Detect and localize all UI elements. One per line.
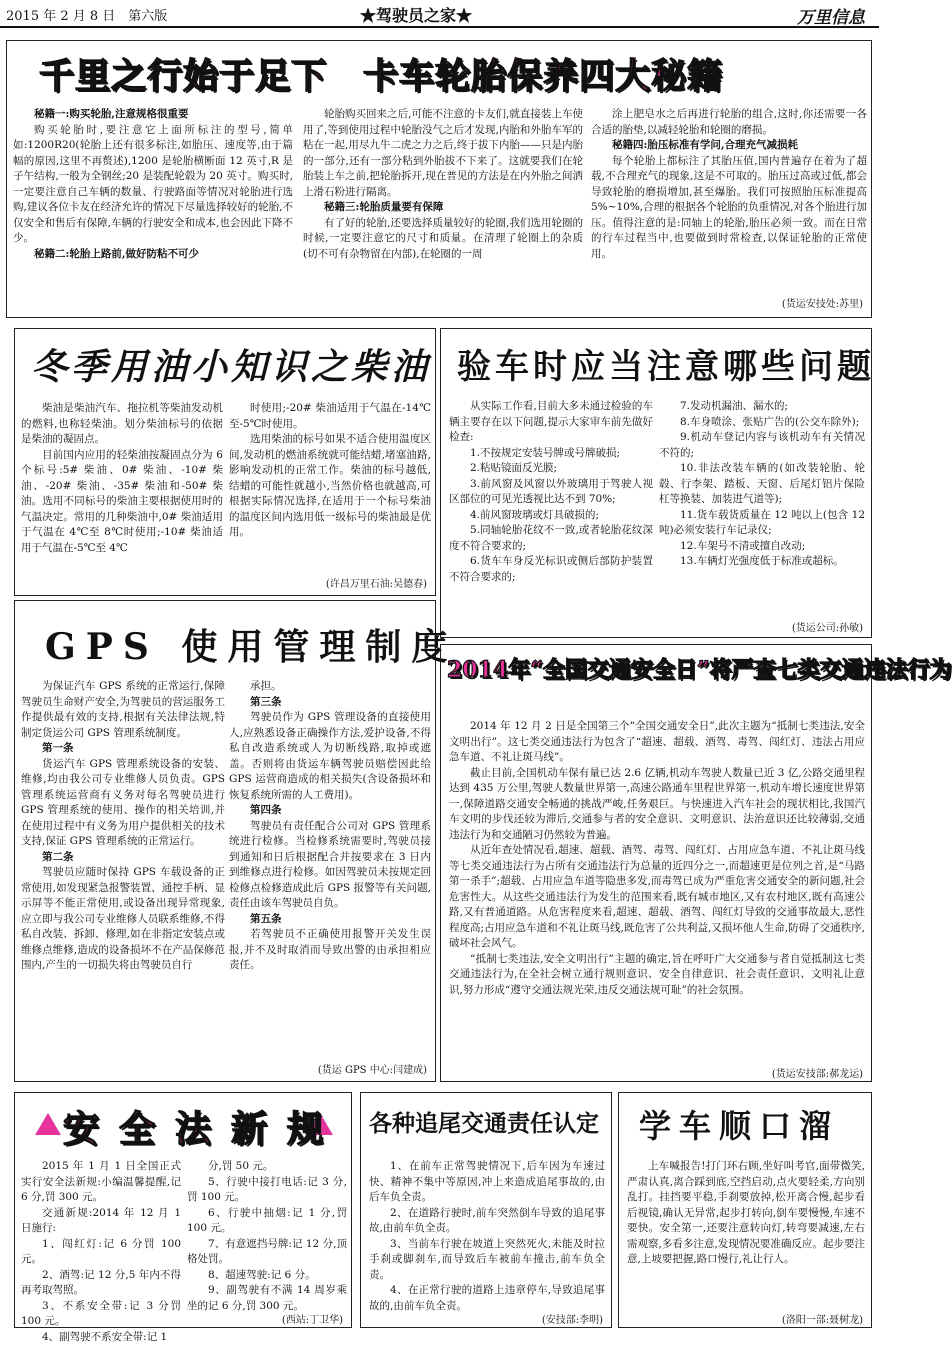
inspection-col-2 bbox=[659, 399, 865, 617]
article-diesel bbox=[14, 328, 436, 596]
gps-credit: (货运 GPS 中心:闫建成) bbox=[318, 1061, 427, 1076]
paragraph: 1、闯红灯:记 6 分罚 100 元。 bbox=[21, 1237, 181, 1268]
triangle-decor-icon bbox=[35, 1113, 61, 1135]
paragraph: 目前国内应用的轻柴油按凝固点分为 6 个标号:5# 柴油、0# 柴油、-10# 柴油、-20# 柴油、-35# 柴油和-50# 柴油。选用不同标号的柴油主要根据使用时的气温决定。常用的几种柴油中,0# 柴油适用于气温在 4℃至 8℃时使用;-10# 柴油适用于气温在-5℃至 4℃ bbox=[21, 448, 223, 557]
paragraph: 分,罚 50 元。 bbox=[187, 1159, 347, 1175]
paragraph: 11.货车载货质量在 12 吨以上(包含 12 吨)必须安装行车记录仪; bbox=[659, 508, 865, 539]
paragraph: 每个轮胎上都标注了其胎压值,国内普遍存在着为了超载,不合理充气的现象,这是不可取的。胎压过高或过低,都会导致轮胎的磨损增加,甚至爆胎。我们可按照胎压标准提高 5%~10%,合理的根据各个轮胎的负重情况,对各个胎进行加压。值得注意的是:同轴上的轮胎,胎压必须一致。而在日常的行车过程当中,也要做到时常检查,以保证轮胎的正常使用。 bbox=[591, 154, 867, 263]
paragraph: 9.机动车登记内容与该机动车有关情况不符的; bbox=[659, 430, 865, 461]
paragraph: 8、超速驾驶:记 6 分。 bbox=[187, 1268, 347, 1284]
rear-end-credit: (安技部:李明) bbox=[542, 1311, 603, 1326]
paragraph: 交通新规:2014 年 12 月 1 日施行: bbox=[21, 1206, 181, 1237]
paragraph: 货运汽车 GPS 管理系统设备的安装、维修,均由我公司专业维修人员负责。GPS 管理系统运营商有义务对每名驾驶员进行 GPS 管理系统的使用、操作的相关培训,并在使用过程中有义务为用户提供相关的技术支持,保证 GPS 管理系统的正常运行。 bbox=[21, 757, 225, 850]
traffic-day-credit: (货运安技部:郝龙运) bbox=[772, 1065, 863, 1080]
paragraph: 8.车身喷涂、张贴广告的(公交车除外); bbox=[659, 415, 865, 431]
diesel-col-2 bbox=[229, 401, 431, 569]
brand-logo: 万里信息 bbox=[797, 3, 865, 28]
tire-care-title: 千里之行始于足下 卡车轮胎保养四大秘籍 bbox=[39, 49, 723, 99]
paragraph: 从近年查处情况看,超速、超载、酒驾、毒驾、闯红灯、占用应急车道、不礼让斑马线等七类交通违法行为占所有交通违法行为总量的近四分之一,而超速更是位列之首,是“马路第一杀手”;超载、占用应急车道等隐患多发,而毒驾已成为严重危害交通安全的新问题,社会危害性大。从这些交通违法行为发生的范围来看,既有城市地区,又有农村地区,既有高速公路,又有普通道路。从危害程度来看,超速、超载、酒驾、闯红灯导致的交通事故最大,恶性程度高;占用应急车道和不礼让斑马线,既危害了公共利益,又损坏他人生命,防碍了交通秩序,破坏社会风气。 bbox=[449, 843, 865, 952]
paragraph: 为保证汽车 GPS 系统的正常运行,保障驾驶员生命财产安全,为驾驶员的营运服务工作提供最有效的支持,根据有关法律法规,特制定货运公司 GPS 管理系统制度。 bbox=[21, 679, 225, 741]
paragraph: 3.前风窗及风窗以外玻璃用于驾驶人视区部位的可见光透视比达不到 70%; bbox=[449, 477, 653, 508]
paragraph: 柴油是柴油汽车、拖拉机等柴油发动机的燃料,也称轻柴油。划分柴油标号的依据是柴油的凝固点。 bbox=[21, 401, 223, 448]
paragraph: 涂上肥皂水之后再进行轮胎的组合,这时,你还需要一各合适的胎垫,以减轻轮胎和轮圈的磨损。 bbox=[591, 107, 867, 138]
paragraph: 购买轮胎时,要注意它上面所标注的型号,简单如:1200R20(轮胎上还有很多标注,如胎压、速度等,由于篇幅的原因,这里不再赘述),1200 是轮胎横断面 12 英寸,R 是子午结构,一般为全钢丝;20 是装配轮毂为 20 英寸。购买时,一定要注意自己车辆的数量、行驶路面等情况对轮胎进行选购,建议各位卡友在经济允许的情况下尽量选择较好的轮胎,不仅安全和售后有保障,车辆的行驶安全和成本,也会因此下降不少。 bbox=[13, 123, 293, 247]
paragraph: 5、行驶中接打电话:记 3 分,罚 100 元。 bbox=[187, 1175, 347, 1206]
paragraph: 1.不按规定安装号牌或号牌破损; bbox=[449, 446, 653, 462]
article-gps bbox=[14, 600, 436, 1082]
paragraph: 驾驶员应随时保持 GPS 车载设备的正常使用,如发现紧急报警装置、通控手柄、显示屏等不能正常使用,或设备出现异常现象,应立即与我公司专业维修人员联系维修,不得私自改装、拆卸、修理,如在非指定安装点或维修点维修,造成的设备损坏不在产品保修范围内,产生的一切损失将由驾驶员自行 bbox=[21, 865, 225, 974]
paragraph: 2014 年 12 月 2 日是全国第三个“全国交通安全日”,此次主题为“抵制七类违法,安全文明出行”。这七类交通违法行为包含了“超速、超载、酒驾、毒驾、闯红灯、违法占用应急车道、不礼让斑马线”。 bbox=[449, 719, 865, 766]
diesel-title: 冬季用油小知识之柴油 bbox=[31, 339, 431, 390]
paragraph: 4、在正常行驶的道路上违章停车,导致追尾事故的,由前车负全责。 bbox=[369, 1283, 605, 1314]
gps-col-2 bbox=[229, 679, 431, 1039]
driving-rhyme-credit: (洛阳一部:聂树龙) bbox=[782, 1311, 863, 1326]
article-new-rules bbox=[14, 1092, 352, 1328]
new-rules-credit: (西站:丁卫华) bbox=[282, 1311, 343, 1326]
inspection-title: 验车时应当注意哪些问题 bbox=[457, 339, 875, 388]
gps-title: GPS 使用管理制度 bbox=[45, 619, 457, 670]
page-header bbox=[0, 0, 879, 28]
paragraph: 秘籍二:轮胎上路前,做好防粘不可少 bbox=[13, 247, 293, 263]
paragraph: 驾驶员有责任配合公司对 GPS 管理系统进行检修。当检修系统需要时,驾驶员接到通知和日后根据配合并按要求在 3 日内到维修点进行检修。如因驾驶员未按规定回检修点检修造成此后 GPS 报警等有关问题,责任由该车驾驶员自负。 bbox=[229, 819, 431, 912]
article-rear-end bbox=[360, 1092, 612, 1328]
paragraph: 秘籍三:轮胎质量要有保障 bbox=[303, 200, 583, 216]
paragraph: 上车喊报告!打门环右顾,坐好叫考官,面带微笑,严肃认真,离合踩到底,空挡启动,点火要轻柔,方向别乱打。挂挡要平稳,手刹要放掉,松开离合慢,起步看后视镜,确认无异常,起步打转向,倒车要慢慢,车速不要快。安全第一,还要注意转向灯,转弯要减速,左右需观察,多看多注意,发现情况要准确反应。起步要注意,上坡要把握,路口慢行,礼让行人。 bbox=[627, 1159, 865, 1268]
paragraph: 第二条 bbox=[21, 850, 225, 866]
masthead: ★驾驶员之家★ bbox=[360, 3, 472, 26]
paragraph: 时使用;-20# 柴油适用于气温在-14℃至-5℃时使用。 bbox=[229, 401, 431, 432]
paragraph: 驾驶员作为 GPS 管理设备的直接使用人,应熟悉设备正确操作方法,爱护设备,不得私自改造系统或人为切断线路,取掉或遮盖。否则将由货运车辆驾驶员赔偿因此给 GPS 运营商造成的相关损失(含设备损坏和恢复系统所需的人工费用)。 bbox=[229, 710, 431, 803]
paragraph: 2015 年 1 月 1 日全国正式实行安全法新规:小编温馨提醒,记 6 分,罚 300 元。 bbox=[21, 1159, 181, 1206]
paragraph: 7.发动机漏油、漏水的; bbox=[659, 399, 865, 415]
paragraph: 4.前风窗玻璃或灯具破损的; bbox=[449, 508, 653, 524]
paragraph: 2、酒驾:记 12 分,5 年内不得再考取驾照。 bbox=[21, 1268, 181, 1299]
paragraph: 6、行驶中抽烟:记 1 分,罚 100 元。 bbox=[187, 1206, 347, 1237]
rear-end-body bbox=[369, 1159, 605, 1309]
new-rules-col-1 bbox=[21, 1159, 181, 1325]
paragraph: 承担。 bbox=[229, 679, 431, 695]
article-inspection bbox=[440, 328, 872, 638]
paragraph: 3、不系安全带:记 3 分罚 100 元。 bbox=[21, 1299, 181, 1330]
paragraph: 第四条 bbox=[229, 803, 431, 819]
tire-care-col-3 bbox=[591, 107, 867, 297]
tire-care-credit: (货运安技处:苏里) bbox=[782, 295, 863, 310]
paragraph: 3、当前车行驶在坡道上突然死火,未能及时拉手刹或脚刹车,而导致后车被前车撞击,前车负全责。 bbox=[369, 1237, 605, 1284]
new-rules-title: 安全法新规 bbox=[63, 1101, 343, 1152]
paragraph: 12.车架号不清或擅自改动; bbox=[659, 539, 865, 555]
paragraph: 13.车辆灯光强度低于标准或超标。 bbox=[659, 554, 865, 570]
paragraph: 选用柴油的标号如果不适合使用温度区间,发动机的燃油系统就可能结蜡,堵塞油路,影响发动机的正常工作。柴油的标号越低,结蜡的可能性就越小,当然价格也就越高,可根据实际情况选择,在适用于一个标号柴油的温度区间内选用低一级标号的柴油最是优用。 bbox=[229, 432, 431, 541]
tire-care-col-1 bbox=[13, 107, 293, 311]
inspection-credit: (货运公司:孙敏) bbox=[792, 619, 863, 634]
paragraph: 从实际工作看,目前大多未通过检验的车辆主要存在以下问题,提示大家审车前先做好检查: bbox=[449, 399, 653, 446]
new-rules-col-2 bbox=[187, 1159, 347, 1309]
paragraph: 4、副驾驶不系安全带:记 1 bbox=[21, 1330, 181, 1345]
rear-end-title: 各种追尾交通责任认定 bbox=[369, 1105, 599, 1138]
driving-rhyme-body bbox=[627, 1159, 865, 1309]
paragraph: 截止目前,全国机动车保有量已达 2.6 亿辆,机动车驾驶人数量已近 3 亿,公路交通里程达到 435 万公里,驾驶人数量世界第一,高速公路通车里程世界第一,机动车增长速度世界第一,保障道路交通安全畅通的挑战严峻,任务艰巨。与快速进入汽车社会的现状相比,我国汽车文明的步伐还较为滞后,交通参与者的安全意识、文明意识、法治意识还比较薄弱,交通违法行为和交通陋习仍然较为普遍。 bbox=[449, 766, 865, 844]
paragraph: 秘籍一:购买轮胎,注意规格很重要 bbox=[13, 107, 293, 123]
paragraph: 有了好的轮胎,还要选择质量较好的轮圈,我们选用轮圈的时候,一定要注意它的尺寸和质量。在清理了轮圈上的杂质(切不可有杂物留在内部),在轮圈的一周 bbox=[303, 216, 583, 263]
paragraph: 若驾驶员不正确使用报警开关发生误报,并不及时取消而导致出警的由承担相应责任。 bbox=[229, 927, 431, 974]
traffic-day-body bbox=[449, 719, 865, 1063]
paragraph: 9、副驾驶有不满 14 周岁乘坐的记 6 分,罚 300 元。 bbox=[187, 1283, 347, 1314]
paragraph: 2.粘贴镜面反光膜; bbox=[449, 461, 653, 477]
driving-rhyme-title: 学车顺口溜 bbox=[639, 1101, 839, 1147]
paragraph: 7、有意遮挡号牌:记 12 分,顶格处罚。 bbox=[187, 1237, 347, 1268]
traffic-day-title: 2014年“全国交通安全日”将严查七类交通违法行为 bbox=[447, 653, 952, 684]
inspection-col-1 bbox=[449, 399, 653, 635]
issue-date: 2015 年 2 月 8 日 第六版 bbox=[6, 5, 167, 24]
paragraph: 10.非法改装车辆的(如改装轮胎、轮毂、行李架、踏板、天窗、后尾灯铝片保险杠等换装、加装进气道等); bbox=[659, 461, 865, 508]
article-traffic-day bbox=[440, 644, 872, 1082]
article-tire-care bbox=[6, 40, 872, 318]
paragraph: 第三条 bbox=[229, 695, 431, 711]
diesel-credit: (许昌万里石油:吴德春) bbox=[326, 575, 427, 590]
diesel-col-1 bbox=[21, 401, 223, 591]
paragraph: 5.同轴轮胎花纹不一致,或者轮胎花纹深度不符合要求的; bbox=[449, 523, 653, 554]
gps-col-1 bbox=[21, 679, 225, 1079]
paragraph: “抵制七类违法,安全文明出行”主题的确定,旨在呼吁广大交通参与者自觉抵制这七类交通违法行为,在全社会树立通行规则意识、安全自律意识、社会责任意识、文明礼让意识,努力形成“遵守交通法规光荣,违反交通法规可耻”的社会氛围。 bbox=[449, 952, 865, 999]
article-driving-rhyme bbox=[618, 1092, 872, 1328]
paragraph: 1、在前车正常驾驶情况下,后车因为车速过快、精神不集中等原因,冲上来造成追尾事故的,由后车负全责。 bbox=[369, 1159, 605, 1206]
paragraph: 6.货车车身反光标识或侧后部防护装置不符合要求的; bbox=[449, 554, 653, 585]
paragraph: 第五条 bbox=[229, 912, 431, 928]
paragraph: 2、在道路行驶时,前车突然倒车导致的追尾事故,由前车负全责。 bbox=[369, 1206, 605, 1237]
tire-care-col-2 bbox=[303, 107, 583, 311]
paragraph: 秘籍四:胎压标准有学问,合理充气减损耗 bbox=[591, 138, 867, 154]
paragraph: 轮胎购买回来之后,可能不注意的卡友们,就直接装上车使用了,等到使用过程中轮胎没气之后才发现,内胎和外胎车军的粘在一起,用尽九牛二虎之力之后,终于拔下内胎——只是内胎的一部分,还有一部分粘到外胎拔不下来了。这就要我们在轮胎装上车之前,把轮胎拆开,现在普见的方法是在内外胎之间洒上滑石粉进行隔离。 bbox=[303, 107, 583, 200]
paragraph: 第一条 bbox=[21, 741, 225, 757]
